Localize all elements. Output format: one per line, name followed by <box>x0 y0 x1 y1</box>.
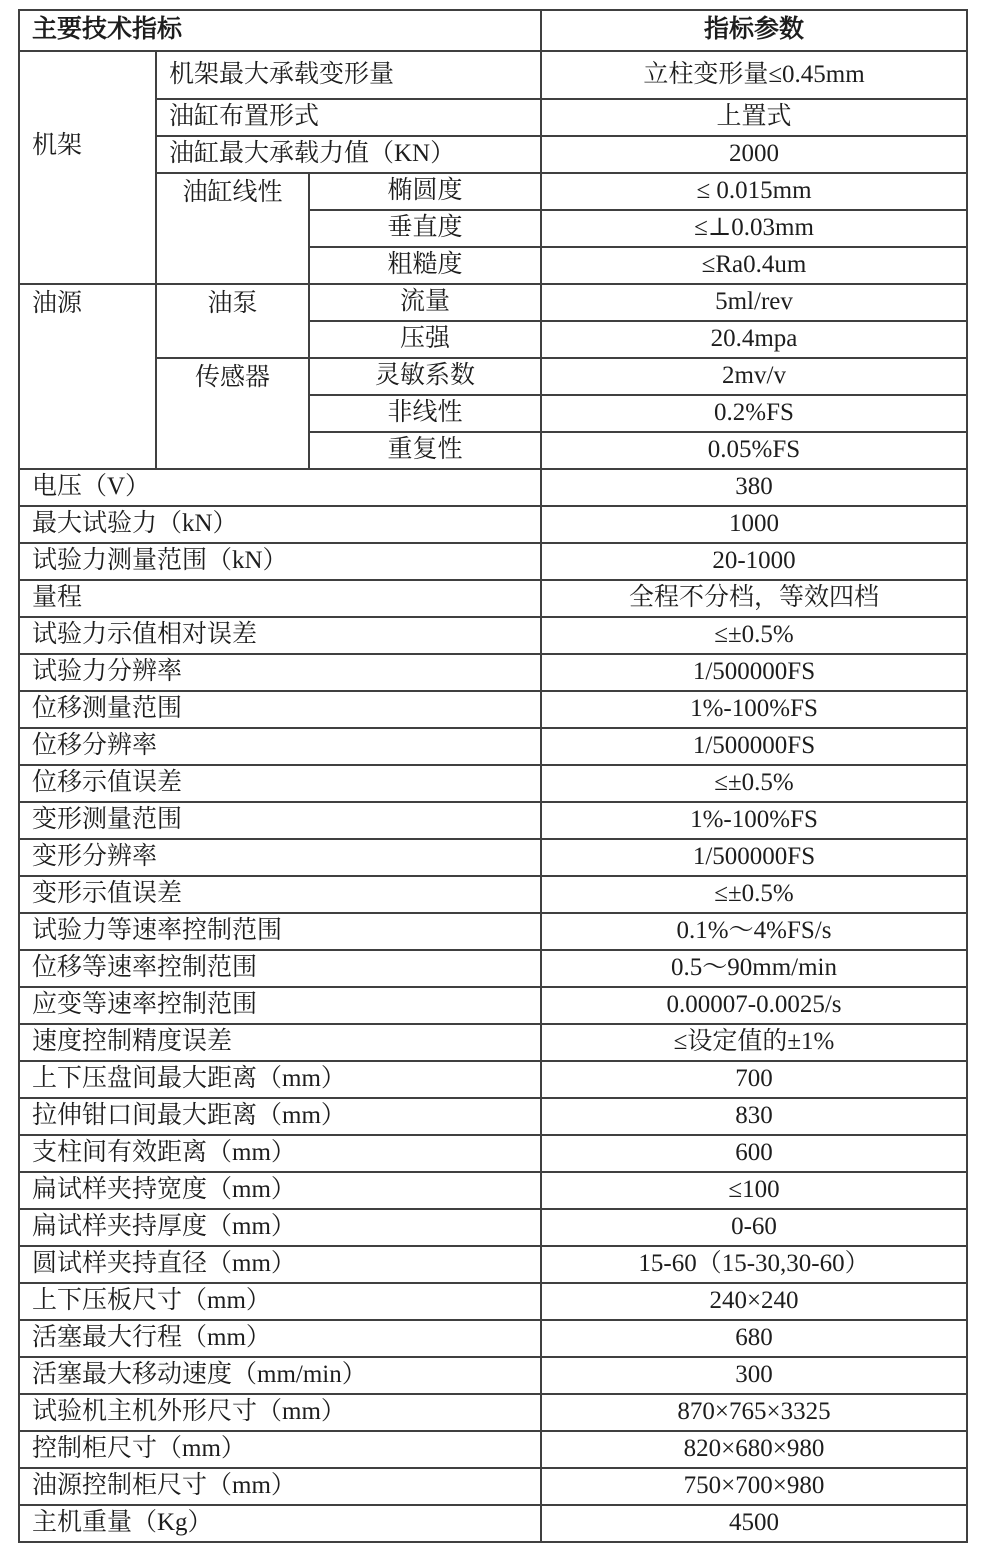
spec-label-cell: 压强 <box>309 321 541 358</box>
table-row <box>19 1172 967 1209</box>
spec-label-cell: 扁试样夹持宽度（mm） <box>19 1172 541 1209</box>
spec-value-cell: 立柱变形量≤0.45mm <box>541 51 967 99</box>
spec-value-cell: 20.4mpa <box>541 321 967 358</box>
spec-label-cell: 机架最大承载变形量 <box>156 51 541 99</box>
spec-label-cell: 活塞最大移动速度（mm/min） <box>19 1357 541 1394</box>
spec-value-cell: ≤100 <box>541 1172 967 1209</box>
table-row <box>19 876 967 913</box>
spec-value-cell: 2000 <box>541 136 967 173</box>
spec-value-cell: 0.2%FS <box>541 395 967 432</box>
table-row <box>19 136 967 173</box>
table-row <box>19 802 967 839</box>
spec-label-cell: 试验力等速率控制范围 <box>19 913 541 950</box>
spec-value-cell: 1/500000FS <box>541 654 967 691</box>
spec-value-cell: 870×765×3325 <box>541 1394 967 1431</box>
spec-value-cell: ≤ 0.015mm <box>541 173 967 210</box>
spec-label-cell: 圆试样夹持直径（mm） <box>19 1246 541 1283</box>
group-cell-sensor: 传感器 <box>156 358 309 469</box>
table-row <box>19 1505 967 1542</box>
spec-label-cell: 位移分辨率 <box>19 728 541 765</box>
spec-label-cell: 重复性 <box>309 432 541 469</box>
spec-label-cell: 垂直度 <box>309 210 541 247</box>
spec-value-cell: 5ml/rev <box>541 284 967 321</box>
spec-label-cell: 非线性 <box>309 395 541 432</box>
spec-label-cell: 上下压盘间最大距离（mm） <box>19 1061 541 1098</box>
spec-value-cell: ≤⊥0.03mm <box>541 210 967 247</box>
table-row <box>19 1468 967 1505</box>
table-row <box>19 1394 967 1431</box>
spec-label-cell: 应变等速率控制范围 <box>19 987 541 1024</box>
spec-value-cell: 300 <box>541 1357 967 1394</box>
table-row <box>19 839 967 876</box>
table-row <box>19 987 967 1024</box>
spec-value-cell: 1%-100%FS <box>541 691 967 728</box>
table-row <box>19 358 967 395</box>
spec-label-cell: 变形测量范围 <box>19 802 541 839</box>
group-cell-cylinder-linearity: 油缸线性 <box>156 173 309 284</box>
spec-value-cell: 380 <box>541 469 967 506</box>
table-row <box>19 1024 967 1061</box>
spec-value-cell: 600 <box>541 1135 967 1172</box>
table-row <box>19 1246 967 1283</box>
spec-label-cell: 速度控制精度误差 <box>19 1024 541 1061</box>
spec-label-cell: 变形示值误差 <box>19 876 541 913</box>
spec-value-cell: 0.00007-0.0025/s <box>541 987 967 1024</box>
spec-value-cell: 1%-100%FS <box>541 802 967 839</box>
spec-value-cell: ≤设定值的±1% <box>541 1024 967 1061</box>
spec-value-cell: 1000 <box>541 506 967 543</box>
table-row <box>19 617 967 654</box>
spec-value-cell: 700 <box>541 1061 967 1098</box>
spec-label-cell: 灵敏系数 <box>309 358 541 395</box>
spec-value-cell: 240×240 <box>541 1283 967 1320</box>
spec-label-cell: 试验力测量范围（kN） <box>19 543 541 580</box>
table-row <box>19 1357 967 1394</box>
spec-label-cell: 最大试验力（kN） <box>19 506 541 543</box>
header-indicator-cell: 主要技术指标 <box>19 10 541 51</box>
table-row <box>19 469 967 506</box>
table-row <box>19 10 967 51</box>
table-row <box>19 765 967 802</box>
table-row <box>19 1209 967 1246</box>
spec-label-cell: 主机重量（Kg） <box>19 1505 541 1542</box>
spec-value-cell: 0.1%～4%FS/s <box>541 913 967 950</box>
spec-value-cell: 830 <box>541 1098 967 1135</box>
spec-table <box>18 9 968 1543</box>
spec-label-cell: 活塞最大行程（mm） <box>19 1320 541 1357</box>
spec-value-cell: 上置式 <box>541 99 967 136</box>
spec-label-cell: 油源控制柜尺寸（mm） <box>19 1468 541 1505</box>
group-cell-frame: 机架 <box>19 51 156 284</box>
spec-value-cell: ≤Ra0.4um <box>541 247 967 284</box>
spec-value-cell: 680 <box>541 1320 967 1357</box>
spec-value-cell: 2mv/v <box>541 358 967 395</box>
table-row <box>19 950 967 987</box>
table-row <box>19 51 967 99</box>
spec-value-cell: 820×680×980 <box>541 1431 967 1468</box>
table-row <box>19 654 967 691</box>
spec-label-cell: 控制柜尺寸（mm） <box>19 1431 541 1468</box>
spec-value-cell: 1/500000FS <box>541 728 967 765</box>
spec-value-cell: 0-60 <box>541 1209 967 1246</box>
spec-label-cell: 拉伸钳口间最大距离（mm） <box>19 1098 541 1135</box>
spec-label-cell: 量程 <box>19 580 541 617</box>
table-row <box>19 506 967 543</box>
table-row <box>19 1098 967 1135</box>
spec-label-cell: 椭圆度 <box>309 173 541 210</box>
spec-label-cell: 位移等速率控制范围 <box>19 950 541 987</box>
spec-label-cell: 位移测量范围 <box>19 691 541 728</box>
spec-label-cell: 流量 <box>309 284 541 321</box>
group-cell-oil-pump: 油泵 <box>156 284 309 358</box>
table-row <box>19 99 967 136</box>
table-row <box>19 1431 967 1468</box>
spec-label-cell: 上下压板尺寸（mm） <box>19 1283 541 1320</box>
table-row <box>19 728 967 765</box>
spec-label-cell: 粗糙度 <box>309 247 541 284</box>
table-row <box>19 1135 967 1172</box>
table-row <box>19 1320 967 1357</box>
table-row <box>19 1061 967 1098</box>
spec-value-cell: 4500 <box>541 1505 967 1542</box>
spec-label-cell: 试验力分辨率 <box>19 654 541 691</box>
table-row <box>19 913 967 950</box>
spec-label-cell: 扁试样夹持厚度（mm） <box>19 1209 541 1246</box>
spec-label-cell: 支柱间有效距离（mm） <box>19 1135 541 1172</box>
table-row <box>19 580 967 617</box>
spec-label-cell: 试验机主机外形尺寸（mm） <box>19 1394 541 1431</box>
table-row <box>19 543 967 580</box>
header-parameter-cell: 指标参数 <box>541 10 967 51</box>
spec-value-cell: 20-1000 <box>541 543 967 580</box>
spec-value-cell: 全程不分档，等效四档 <box>541 580 967 617</box>
table-row <box>19 1283 967 1320</box>
table-row <box>19 691 967 728</box>
spec-value-cell: ≤±0.5% <box>541 876 967 913</box>
spec-value-cell: ≤±0.5% <box>541 765 967 802</box>
spec-value-cell: 1/500000FS <box>541 839 967 876</box>
spec-label-cell: 油缸布置形式 <box>156 99 541 136</box>
spec-value-cell: 750×700×980 <box>541 1468 967 1505</box>
spec-value-cell: 15-60（15-30,30-60） <box>541 1246 967 1283</box>
spec-label-cell: 电压（V） <box>19 469 541 506</box>
spec-label-cell: 油缸最大承载力值（KN） <box>156 136 541 173</box>
group-cell-oil-source: 油源 <box>19 284 156 469</box>
spec-label-cell: 变形分辨率 <box>19 839 541 876</box>
spec-label-cell: 试验力示值相对误差 <box>19 617 541 654</box>
spec-value-cell: ≤±0.5% <box>541 617 967 654</box>
spec-value-cell: 0.5～90mm/min <box>541 950 967 987</box>
spec-value-cell: 0.05%FS <box>541 432 967 469</box>
table-row <box>19 284 967 321</box>
table-row <box>19 173 967 210</box>
spec-label-cell: 位移示值误差 <box>19 765 541 802</box>
